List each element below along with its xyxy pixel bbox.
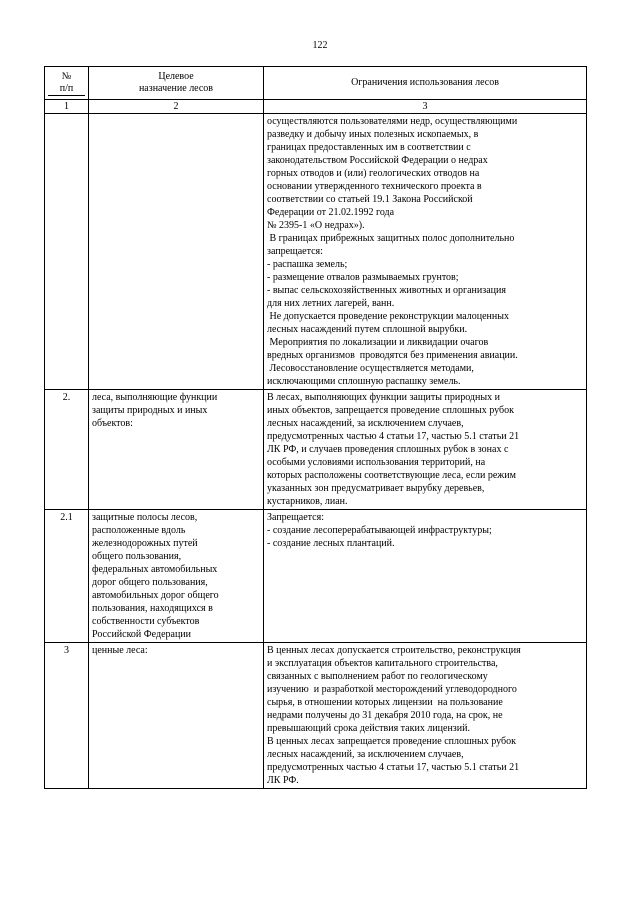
restriction-line: В границах прибрежных защитных полос дополнительно: [267, 233, 515, 244]
restriction-line: ЛК РФ.: [267, 775, 299, 786]
restriction-line: горных отводов и (или) геологических отводов на: [267, 168, 480, 179]
restriction-line: сырья, в отношении которых лицензии на пользование: [267, 697, 503, 708]
restriction-line: В ценных лесах допускается строительство, реконструкция: [267, 645, 521, 656]
purpose-line: пользования, находящихся в: [92, 603, 213, 614]
restriction-line: - создание лесных плантаций.: [267, 538, 395, 549]
purpose-line: защиты природных и иных: [92, 405, 208, 416]
purpose-line: собственности субъектов: [92, 616, 200, 627]
purpose-line: общего пользования,: [92, 551, 182, 562]
table-row: [45, 643, 587, 789]
restriction-line: разведку и добычу иных полезных ископаемых, в: [267, 129, 479, 140]
purpose-line: объектов:: [92, 418, 133, 429]
purpose-cell: [89, 643, 264, 789]
restriction-line: предусмотренных частью 4 статьи 17, частью 5.1 статьи 21: [267, 431, 520, 442]
purpose-line: федеральных автомобильных: [92, 564, 218, 575]
restriction-line: изучению и разработкой месторождений углеводородного: [267, 684, 517, 695]
restriction-line: связанных с выполнением работ по геологическому: [267, 671, 488, 682]
restriction-line: Федерации от 21.02.1992 года: [267, 207, 395, 218]
table-header-row: [45, 67, 587, 100]
purpose-cell: [89, 114, 264, 390]
table-body: [45, 114, 587, 789]
restriction-line: кустарников, лиан.: [267, 496, 348, 507]
restriction-line: законодательством Российской Федерации о недрах: [267, 155, 488, 166]
restriction-line: соответствии со статьей 19.1 Закона Российской: [267, 194, 473, 205]
restrictions-cell: [264, 390, 587, 510]
restriction-line: - распашка земель;: [267, 259, 348, 270]
restriction-line: границах предоставленных им в соответствии с: [267, 142, 471, 153]
header-restrictions: Ограничения использования лесов: [264, 67, 587, 100]
restriction-line: для них летних лагерей, ванн.: [267, 298, 395, 309]
restriction-line: запрещается:: [267, 246, 323, 257]
restriction-line: - размещение отвалов размываемых грунтов;: [267, 272, 459, 283]
purpose-line: защитные полосы лесов,: [92, 512, 198, 523]
restrictions-cell: [264, 114, 587, 390]
restriction-line: лесных насаждений, за исключением случаев,: [267, 418, 464, 429]
purpose-line: леса, выполняющие функции: [92, 392, 218, 403]
restriction-line: Лесовосстановление осуществляется методами,: [267, 363, 474, 374]
purpose-line: дорог общего пользования,: [92, 577, 208, 588]
forest-restrictions-table: [44, 66, 587, 789]
purpose-line: расположенные вдоль: [92, 525, 186, 536]
restriction-line: В лесах, выполняющих функции защиты природных и: [267, 392, 500, 403]
restriction-line: которых расположены соответствующие леса, если режим: [267, 470, 516, 481]
purpose-cell: [89, 390, 264, 510]
column-number-row: [45, 100, 587, 114]
restriction-line: указанных зон предусматривает вырубку деревьев,: [267, 483, 485, 494]
table-row: [45, 390, 587, 510]
restrictions-cell: [264, 510, 587, 643]
restrictions-cell: [264, 643, 587, 789]
row-number: [45, 114, 89, 390]
purpose-line: железнодорожных путей: [92, 538, 198, 549]
table-row: [45, 114, 587, 390]
restriction-line: - выпас сельскохозяйственных животных и организация: [267, 285, 506, 296]
restriction-line: Не допускается проведение реконструкции малоценных: [267, 311, 509, 322]
restriction-line: - создание лесоперерабатывающей инфраструктуры;: [267, 525, 492, 536]
purpose-cell: [89, 510, 264, 643]
restriction-line: и эксплуатация объектов капитального строительства,: [267, 658, 498, 669]
column-number: 3: [264, 100, 587, 114]
purpose-line: автомобильных дорог общего: [92, 590, 219, 601]
restriction-line: Мероприятия по локализации и ликвидации очагов: [267, 337, 489, 348]
restriction-line: особыми условиями использования территорий, на: [267, 457, 486, 468]
column-number: 2: [89, 100, 264, 114]
restriction-line: вредных организмов проводятся без применения авиации.: [267, 350, 518, 361]
column-number: 1: [45, 100, 89, 114]
restriction-line: основании утвержденного технического проекта в: [267, 181, 482, 192]
restriction-line: предусмотренных частью 4 статьи 17, частью 5.1 статьи 21: [267, 762, 520, 773]
purpose-line: ценные леса:: [92, 645, 148, 656]
restriction-line: недрами получены до 31 декабря 2010 года, на срок, не: [267, 710, 503, 721]
restriction-line: осуществляются пользователями недр, осуществляющими: [267, 116, 518, 127]
restriction-line: исключающими сплошную распашку земель.: [267, 376, 461, 387]
page-number: 122: [312, 40, 328, 51]
row-number: 2.: [45, 390, 89, 510]
restriction-line: иных объектов, запрещается проведение сплошных рубок: [267, 405, 514, 416]
restriction-line: лесных насаждений, за исключением случаев,: [267, 749, 464, 760]
table-row: [45, 510, 587, 643]
restriction-line: превышающий срока действия таких лицензий.: [267, 723, 470, 734]
restriction-line: В ценных лесах запрещается проведение сплошных рубок: [267, 736, 516, 747]
restriction-line: ЛК РФ, и случаев проведения сплошных рубок в зонах с: [267, 444, 509, 455]
restriction-line: Запрещается:: [267, 512, 324, 523]
restriction-line: лесных насаждений путем сплошной вырубки.: [267, 324, 468, 335]
row-number: 3: [45, 643, 89, 789]
purpose-line: Российской Федерации: [92, 629, 192, 640]
header-num: № п/п: [45, 67, 89, 100]
restriction-line: № 2395-1 «О недрах»).: [267, 220, 365, 231]
row-number: 2.1: [45, 510, 89, 643]
header-purpose: Целевое назначение лесов: [89, 67, 264, 100]
